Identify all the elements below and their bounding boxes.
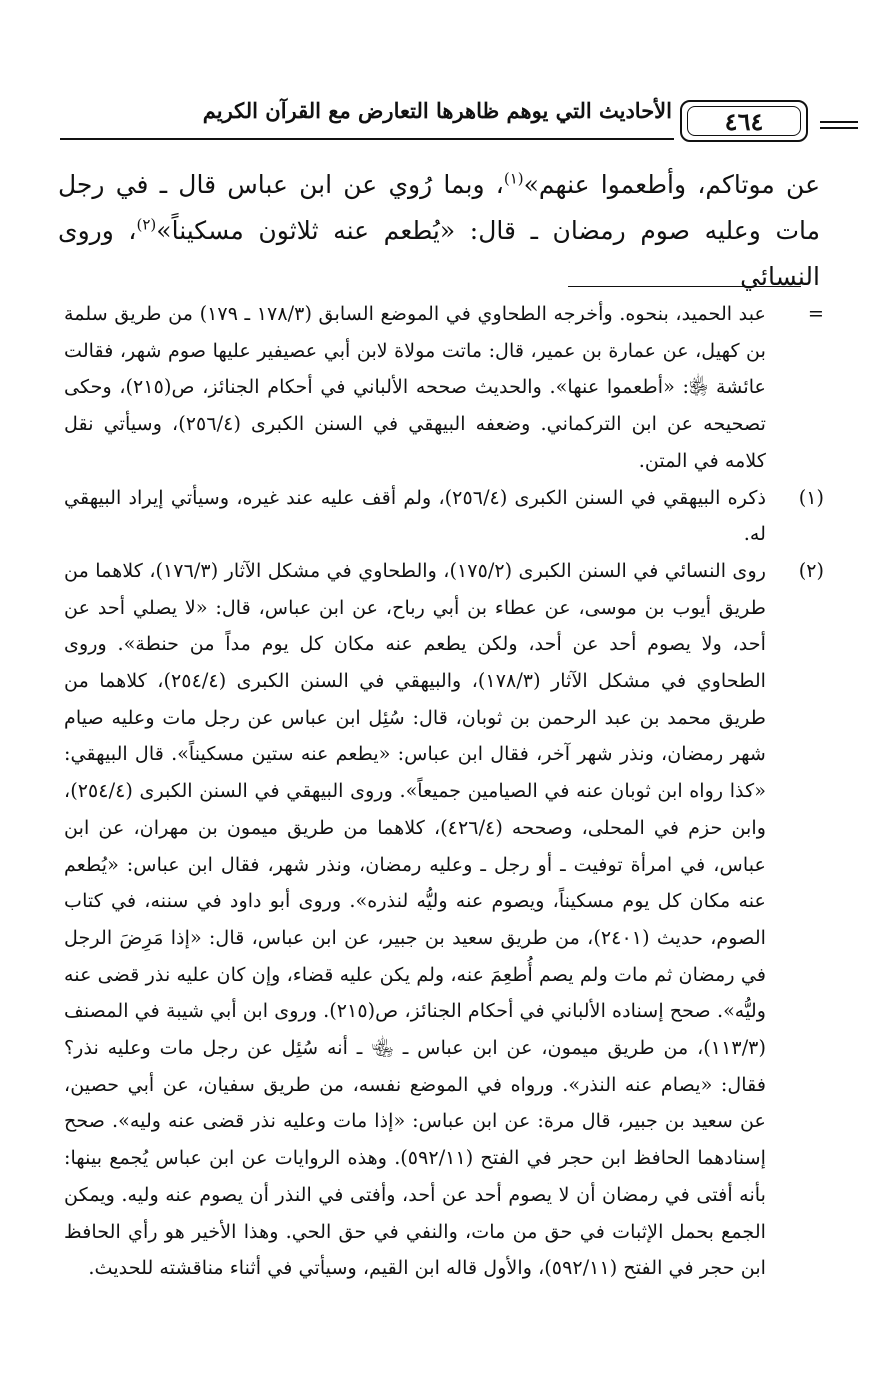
- main-text-part: عن موتاكم، وأطعموا عنهم»: [523, 170, 820, 199]
- footnote-mark: =: [807, 302, 824, 325]
- footnote-text: روى النسائي في السنن الكبرى (١٧٥/٢)، والطحاوي في مشكل الآثار (١٧٦/٣)، كلاهما من طريق أيوب بن موسى، عن عطاء بن أبي رباح، عن ابن عباس، قال: «لا يصلي أحد عن أحد، ولا يصوم أحد عن أحد، ولكن يطعم عنه مكان كل يوم مداً من حنطة». وروى الطحاوي في مشكل الآثار (١٧٨/٣)، والبيهقي في السنن الكبرى (٢٥٤/٤)، كلاهما من طريق محمد بن عبد الرحمن بن ثوبان، قال: سُئِل ابن عباس عن رجل مات وعليه صيام شهر رمضان، ونذر شهر آخر، فقال ابن عباس: «يطعم عنه ستين مسكيناً». قال البيهقي: «كذا رواه ابن ثوبان عنه في الصيامين جميعاً». وروى البيهقي في السنن الكبرى (٢٥٤/٤)، وابن حزم في المحلى، وصححه (٤٢٦/٤)، كلاهما من طريق ميمون بن مهران، عن ابن عباس، في امرأة توفيت ـ أو رجل ـ وعليه رمضان، ونذر شهر، فقال ابن عباس: «يُطعم عنه مكان كل يوم مسكيناً، ويصوم عنه وليُّه لنذره». وروى أبو داود في سننه، في كتاب الصوم، حديث (٢٤٠١)، من طريق سعيد بن جبير، عن ابن عباس، قال: «إذا مَرِضَ الرجل في رمضان ثم مات ولم يصم أُطعِمَ عنه، ولم يكن عليه قضاء، وإن كان عليه نذر قضى عنه وليُّه». صحح إسناده الألباني في أحكام الجنائز، ص(٢١٥). وروى ابن أبي شيبة في المصنف (١١٣/٣)، من طريق ميمون، عن ابن عباس ـ ﵄ ـ أنه سُئِل عن رجل مات وعليه نذر؟ فقال: «يصام عنه النذر». ورواه في الموضع نفسه، من طريق سفيان، عن أبي حصين، عن سعيد بن جبير، قال مرة: عن ابن عباس: «إذا مات وعليه نذر قضى عنه وليه». صحح إسنادهما الحافظ ابن حجر في الفتح (٥٩٢/١١). وهذه الروايات عن ابن عباس يُجمع بينها: بأنه أفتى في رمضان أن لا يصوم أحد عن أحد، وأفتى في النذر أن يصوم عنه وليه. ويمكن الجمع بحمل الإثبات في حق من مات، والنفي في حق الحي. وهذا الأخير هو رأي الحافظ ابن حجر في الفتح (٥٩٢/١١)، والأول قاله ابن القيم، وسيأتي في أثناء مناقشته للحديث.: [64, 558, 767, 1280]
- footnote-separator: [568, 286, 801, 287]
- page-number-frame: [680, 100, 808, 142]
- header-rule: [820, 121, 858, 123]
- footnotes: [64, 296, 824, 1287]
- footnote-mark: (٢): [798, 558, 824, 582]
- running-header: [60, 92, 822, 148]
- footnote-ref-2: (٢): [136, 215, 157, 234]
- footnote-ref-1: (١): [503, 169, 524, 188]
- main-text-part: ، وروى النسائي: [58, 216, 820, 291]
- footnote-text: عبد الحميد، بنحوه. وأخرجه الطحاوي في الموضع السابق (١٧٨/٣ ـ ١٧٩) من طريق سلمة بن كهيل، عن عمارة بن عمير، قال: ماتت مولاة لابن أبي عصيفير عليها صوم شهر، فقالت عائشة ﵂: «أطعموا عنها». والحديث صححه الألباني في أحكام الجنائز، ص(٢١٥)، وحكى تصحيحه عن ابن التركماني. وضعفه البيهقي في السنن الكبرى (٢٥٦/٤)، وسيأتي نقل كلامه في المتن.: [64, 302, 766, 472]
- footnote-1: [64, 480, 824, 553]
- main-text-part: ، وبما رُوي عن ابن عباس قال ـ في رجل مات وعليه صوم رمضان ـ قال: «يُطعم عنه ثلاثون مسكيناً»: [58, 170, 820, 245]
- footnote-2: [64, 553, 824, 1287]
- footnote-text: ذكره البيهقي في السنن الكبرى (٢٥٦/٤)، ولم أقف عليه عند غيره، وسيأتي إيراد البيهقي له.: [64, 485, 767, 546]
- header-rule: [820, 127, 858, 129]
- header-rule: [60, 138, 674, 140]
- footnote-mark: (١): [798, 485, 824, 509]
- page-number: ٤٦٤: [687, 106, 801, 136]
- main-paragraph: [58, 162, 820, 300]
- main-text: [58, 162, 820, 300]
- footnote-continued: [64, 296, 824, 480]
- running-title: الأحاديث التي يوهم ظاهرها التعارض مع القرآن الكريم: [202, 98, 672, 123]
